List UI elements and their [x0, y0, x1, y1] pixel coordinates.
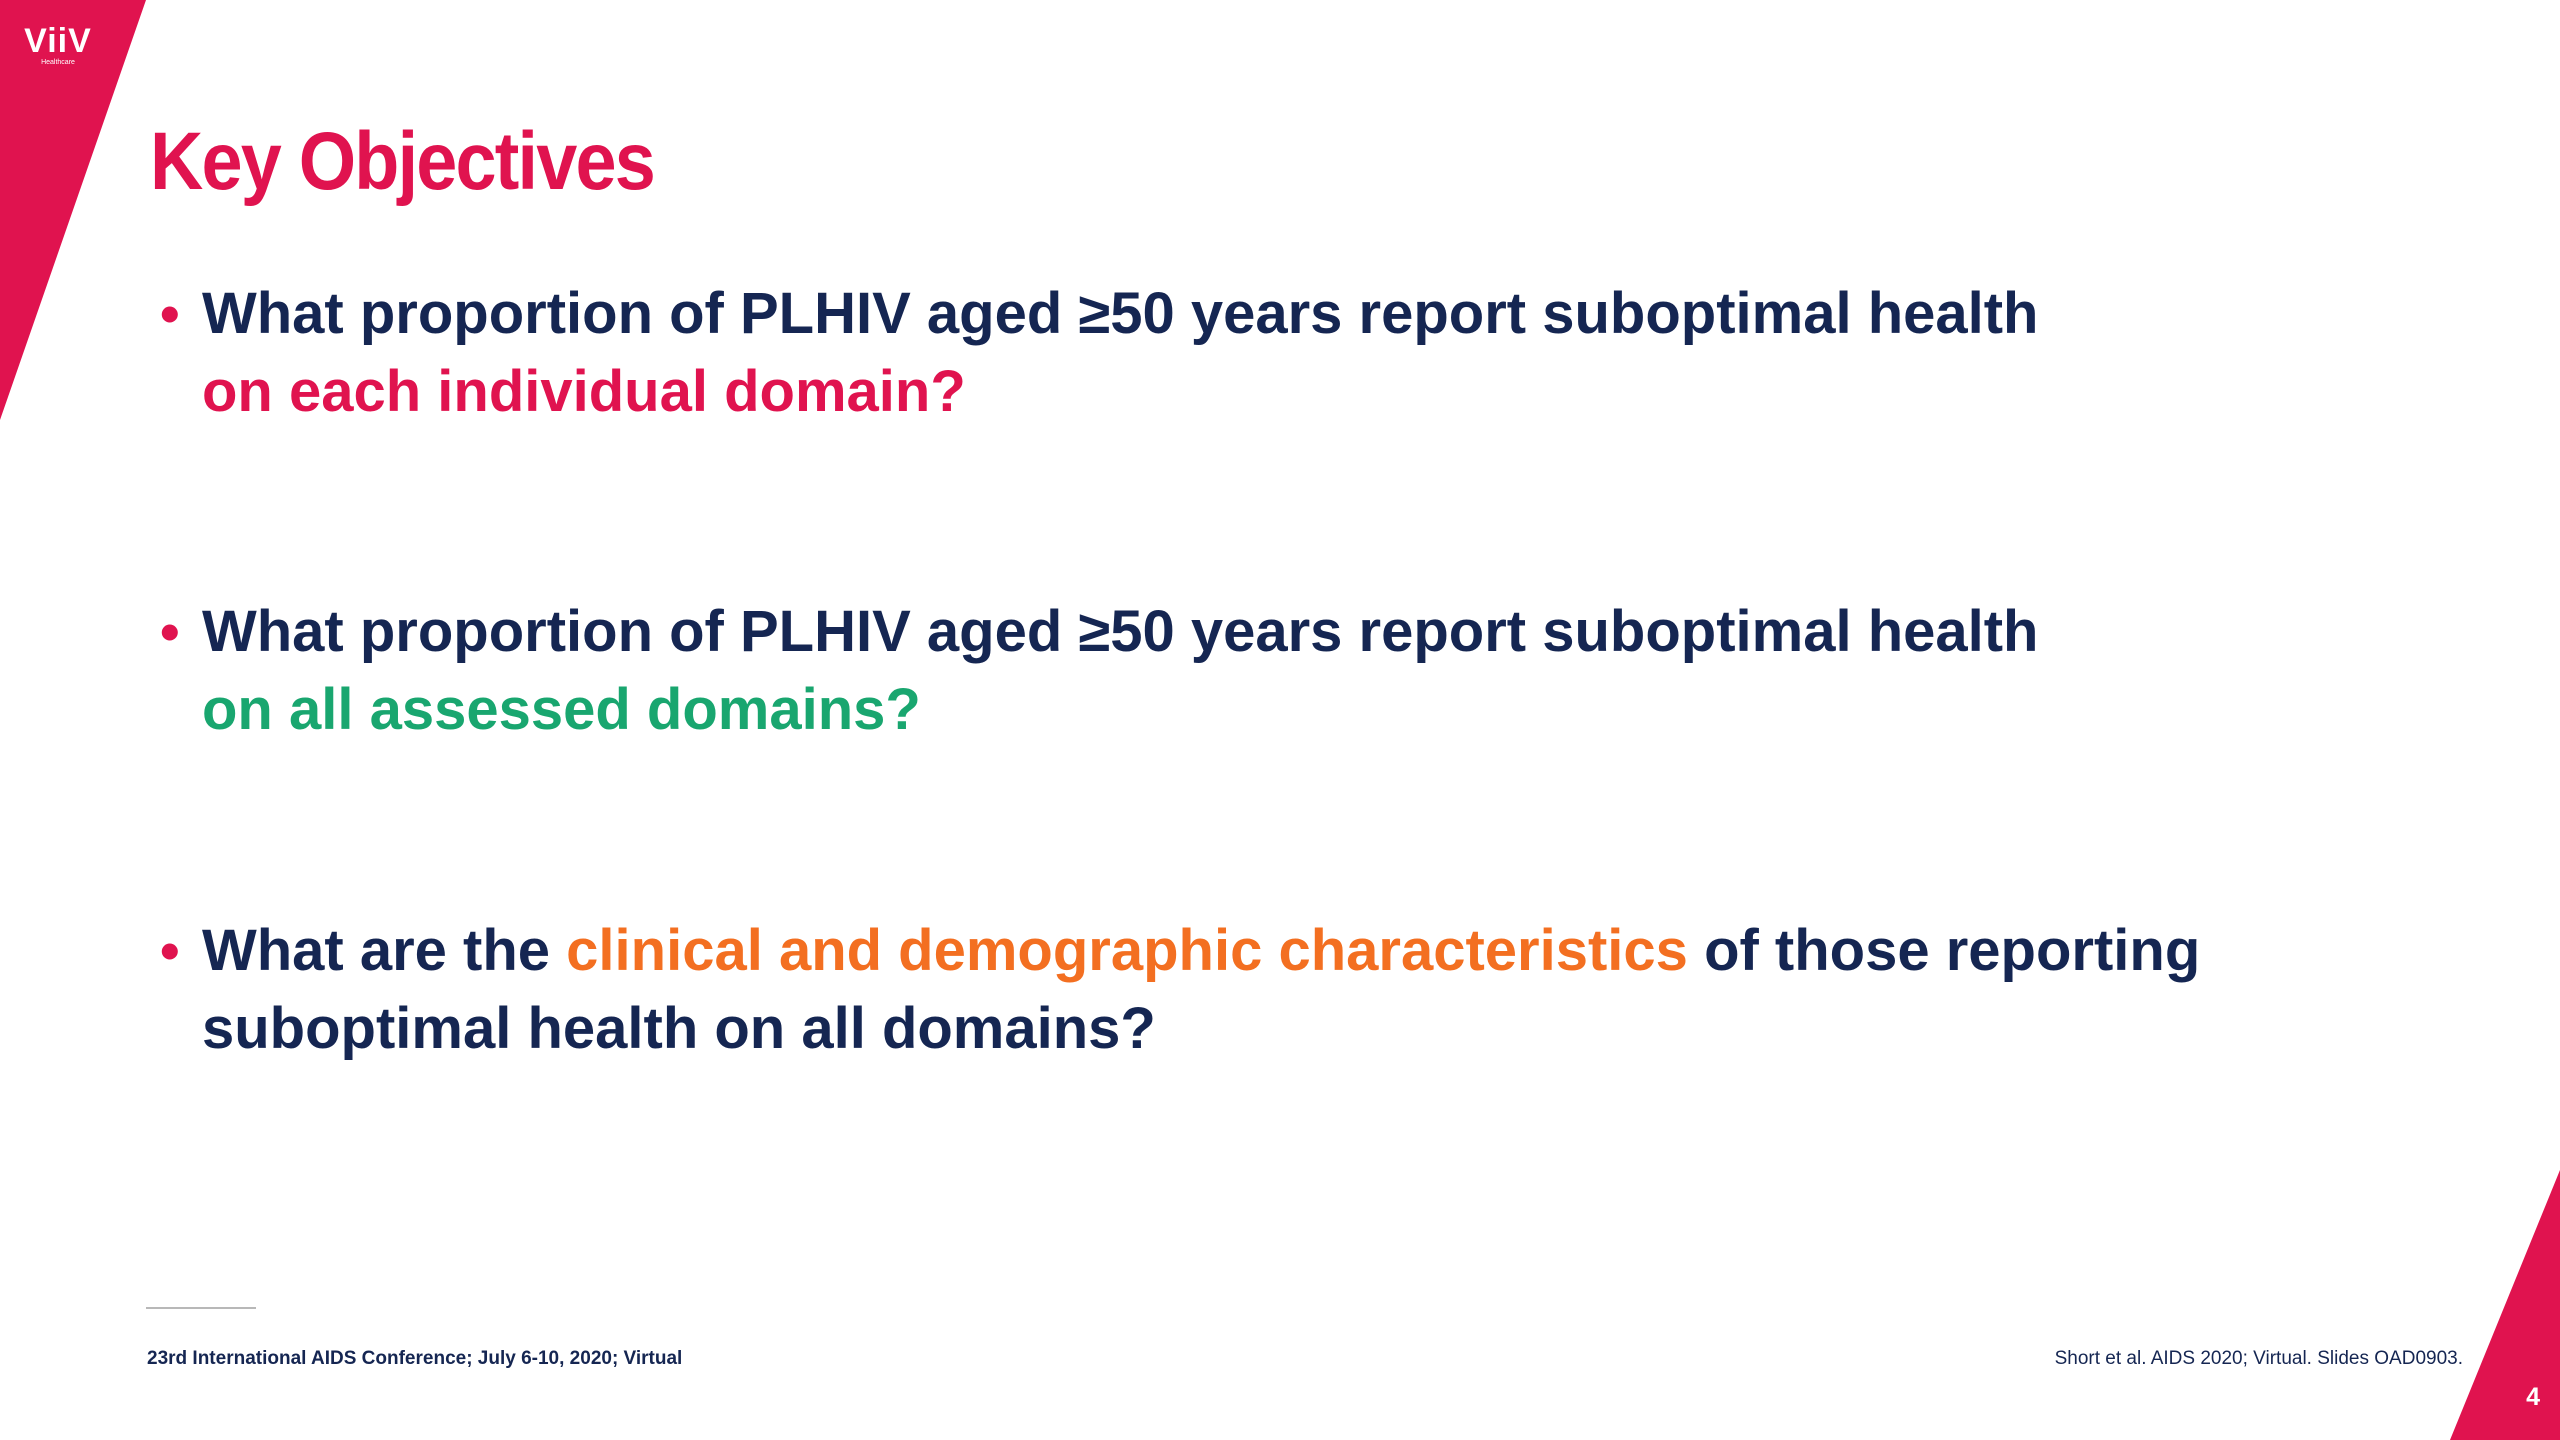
page-number: 4 — [2526, 1383, 2540, 1411]
objective-2-highlight: on all assessed domains? — [202, 677, 921, 742]
footer-citation: Short et al. AIDS 2020; Virtual. Slides OAD0903. — [2054, 1348, 2463, 1369]
objective-2-line1: What proportion of PLHIV aged ≥50 years report suboptimal health — [202, 599, 2039, 664]
objective-3-line2: suboptimal health on all domains? — [202, 996, 1156, 1061]
objective-3-before: What are the — [202, 918, 567, 983]
footer-divider — [146, 1307, 256, 1309]
viiv-logo — [20, 24, 96, 67]
logo-wordmark: ViiV — [24, 22, 92, 60]
objective-3-highlight: clinical and demographic characteristics — [566, 918, 1688, 983]
objective-2-text — [202, 593, 2460, 749]
bullet-icon: • — [160, 600, 180, 663]
objective-1-line1: What proportion of PLHIV aged ≥50 years report suboptimal health — [202, 281, 2039, 346]
slide-title: Key Objectives — [150, 116, 654, 207]
corner-accent-bottom-right — [2450, 1170, 2560, 1440]
objective-1-highlight: on each individual domain? — [202, 359, 966, 424]
footer-conference: 23rd International AIDS Conference; July 6-10, 2020; Virtual — [147, 1348, 683, 1369]
objective-3-after: of those reporting — [1687, 918, 2201, 983]
objective-1-text — [202, 275, 2460, 431]
objective-1 — [160, 275, 2460, 431]
bullet-icon: • — [160, 282, 180, 345]
objective-3 — [160, 912, 2460, 1068]
bullet-icon: • — [160, 919, 180, 982]
objective-3-text — [202, 912, 2460, 1068]
objective-2 — [160, 593, 2460, 749]
logo-subtitle: Healthcare — [41, 59, 75, 66]
